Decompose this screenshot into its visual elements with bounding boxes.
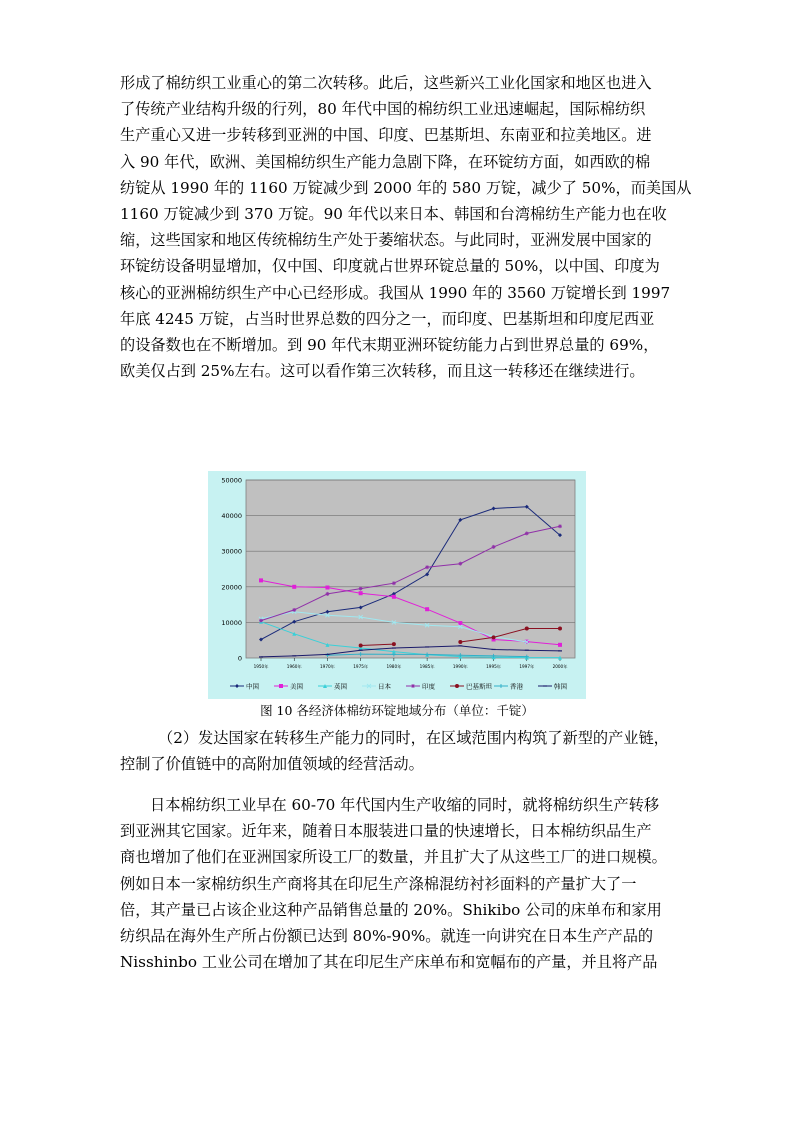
data-point: [558, 643, 562, 647]
text-line: 到亚洲其它国家。近年来，随着日本服装进口量的快速增长，日本棉纺织品生产: [120, 822, 652, 841]
y-tick-label: 40000: [221, 512, 242, 521]
text-line: 入 90 年代，欧洲、美国棉纺织生产能力急剧下降，在环锭纺方面，如西欧的棉: [120, 152, 651, 171]
chart-figure: [208, 471, 586, 699]
text-line: 日本棉纺织工业早在 60-70 年代国内生产收缩的同时，就将棉纺织生产转移: [150, 796, 660, 814]
x-tick-label: 1950年: [253, 664, 269, 669]
legend-marker: [279, 684, 283, 688]
x-tick-label: 2000年: [552, 664, 568, 669]
text-line: 控制了价值链中的高附加值领域的经营活动。: [120, 755, 424, 774]
legend-label: 印度: [422, 682, 435, 691]
legend-label: 巴基斯坦: [466, 682, 492, 691]
data-point: [325, 586, 329, 590]
y-tick-label: 50000: [221, 476, 242, 485]
data-point: [292, 585, 296, 589]
y-tick-label: 10000: [221, 618, 242, 627]
text-line: 纺锭从 1990 年的 1160 万锭减少到 2000 年的 580 万锭，减少了 50%，而美国从: [120, 178, 692, 197]
legend-label: 香港: [510, 682, 523, 691]
x-tick-label: 1997年: [519, 664, 535, 669]
paragraph-2: [120, 725, 680, 777]
data-point: [359, 591, 363, 595]
data-point: [392, 595, 396, 599]
paragraph-1: [120, 70, 692, 384]
data-point: [525, 626, 529, 630]
text-line: 了传统产业结构升级的行列，80 年代中国的棉纺织工业迅速崛起，国际棉纺织: [120, 100, 646, 119]
data-point: [359, 644, 363, 648]
y-tick-label: 20000: [221, 583, 242, 592]
text-line: 环锭纺设备明显增加，仅中国、印度就占世界环锭总量的 50%，以中国、印度为: [120, 257, 660, 276]
data-point: [425, 607, 429, 611]
paragraph-3: [120, 792, 680, 975]
legend-label: 韩国: [554, 682, 567, 691]
legend-marker: [235, 684, 239, 688]
legend-marker: [455, 684, 459, 688]
data-point: [458, 621, 462, 625]
chart-svg: [208, 471, 586, 699]
y-tick-label: 30000: [221, 547, 242, 556]
text-line: 倍，其产量已占该企业这种产品销售总量的 20%。Shikibo 公司的床单布和家用: [120, 900, 662, 919]
legend-label: 英国: [334, 682, 347, 691]
text-line: 商也增加了他们在亚洲国家所设工厂的数量，并且扩大了从这些工厂的进口规模。: [120, 848, 667, 867]
text-line: 形成了棉纺织工业重心的第二次转移。此后，这些新兴工业化国家和地区也进入: [120, 74, 652, 92]
x-tick-label: 1960年: [286, 664, 302, 669]
text-line: Nisshinbo 工业公司在增加了其在印尼生产床单布和宽幅布的产量，并且将产品: [120, 953, 658, 972]
legend-marker: [411, 684, 415, 688]
data-point: [392, 642, 396, 646]
y-tick-label: 0: [237, 654, 242, 663]
text-line: 核心的亚洲棉纺织生产中心已经形成。我国从 1990 年的 3560 万锭增长到 1997: [120, 283, 671, 302]
x-tick-label: 1995年: [486, 664, 501, 669]
text-line: 的设备数也在不断增加。到 90 年代末期亚洲环锭纺能力占到世界总量的 69%，: [120, 336, 659, 355]
text-line: 缩，这些国家和地区传统棉纺生产处于萎缩状态。与此同时，亚洲发展中国家的: [120, 231, 652, 250]
figure-caption: 图 10 各经济体棉纺环锭地域分布（单位：千锭）: [260, 703, 534, 718]
x-tick-label: 1985年: [419, 664, 435, 669]
data-point: [458, 640, 462, 644]
text-line: 生产重心又进一步转移到亚洲的中国、印度、巴基斯坦、东南亚和拉美地区。进: [120, 126, 652, 145]
x-tick-label: 1990年: [452, 664, 468, 669]
data-point: [492, 635, 496, 639]
legend-marker: [499, 684, 503, 688]
legend-label: 日本: [378, 682, 391, 691]
text-line: （2）发达国家在转移生产能力的同时，在区域范围内构筑了新型的产业链，: [158, 729, 669, 747]
text-line: 例如日本一家棉纺织生产商将其在印尼生产涤棉混纺衬衫面料的产量扩大了一: [120, 874, 637, 893]
text-line: 纺织品在海外生产所占份额已达到 80%-90%。就连一向讲究在日本生产产品的: [120, 927, 654, 946]
x-tick-label: 1970年: [320, 664, 335, 669]
legend-label: 美国: [290, 682, 303, 691]
data-point: [558, 626, 562, 630]
data-point: [259, 578, 263, 582]
legend-label: 中国: [246, 682, 259, 691]
text-line: 年底 4245 万锭，占当时世界总数的四分之一，而印度、巴基斯坦和印度尼西亚: [120, 309, 655, 328]
text-line: 1160 万锭减少到 370 万锭。90 年代以来日本、韩国和台湾棉纺生产能力也在收: [120, 205, 667, 224]
x-tick-label: 1980年: [386, 664, 402, 669]
text-line: 欧美仅占到 25%左右。这可以看作第三次转移，而且这一转移还在继续进行。: [120, 362, 645, 381]
x-tick-label: 1975年: [353, 664, 369, 669]
